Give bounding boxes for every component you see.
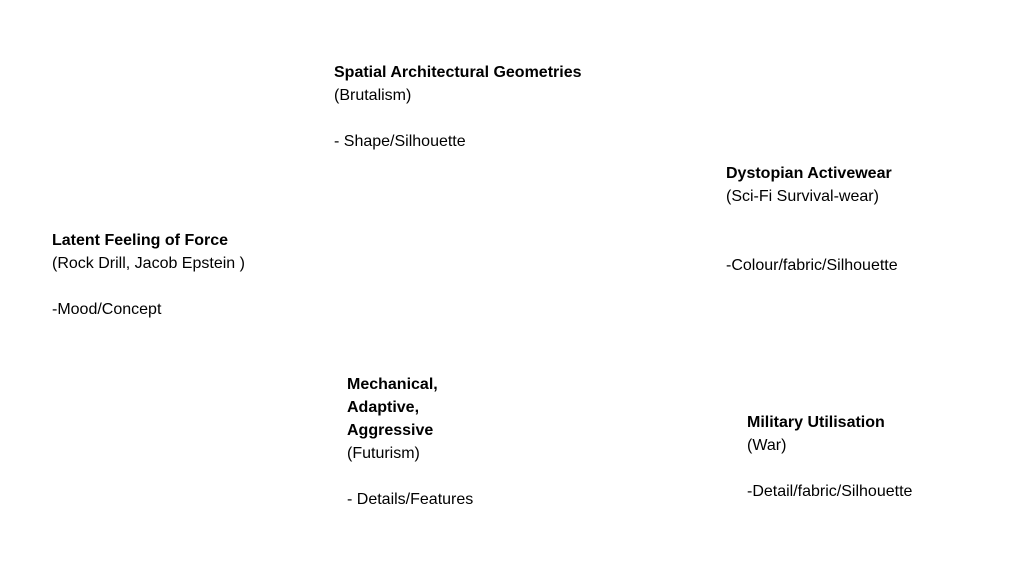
node-subtitle: (Futurism) [347,445,420,462]
node-spacer [334,107,582,130]
node-title: Latent Feeling of Force [52,232,229,249]
node-spacer [52,275,245,298]
node-dystopian-activewear [726,162,898,277]
node-title-line-1: Mechanical, [347,376,438,393]
node-aspect: -Detail/fabric/Silhouette [747,483,913,500]
node-aspect: - Shape/Silhouette [334,133,466,150]
node-title: Military Utilisation [747,414,885,431]
node-aspect: -Colour/fabric/Silhouette [726,257,898,274]
node-title: Dystopian Activewear [726,165,892,182]
node-military-utilisation [747,411,912,503]
node-title: Spatial Architectural Geometries [334,64,582,81]
node-subtitle: (Sci-Fi Survival-wear) [726,188,879,205]
node-mechanical-adaptive-aggressive [347,373,473,511]
node-subtitle: (War) [747,437,787,454]
node-subtitle: (Rock Drill, Jacob Epstein ) [52,255,245,272]
node-spacer [726,208,898,231]
node-spacer [747,457,912,480]
node-spacer [726,231,898,254]
node-spacer [347,465,473,488]
node-aspect: -Mood/Concept [52,301,162,318]
node-title-line-2: Adaptive, [347,399,420,416]
node-title-line-3: Aggressive [347,422,434,439]
node-spatial-architectural-geometries [334,61,582,153]
node-subtitle: (Brutalism) [334,87,412,104]
node-aspect: - Details/Features [347,491,474,508]
node-latent-feeling-of-force [52,229,245,321]
